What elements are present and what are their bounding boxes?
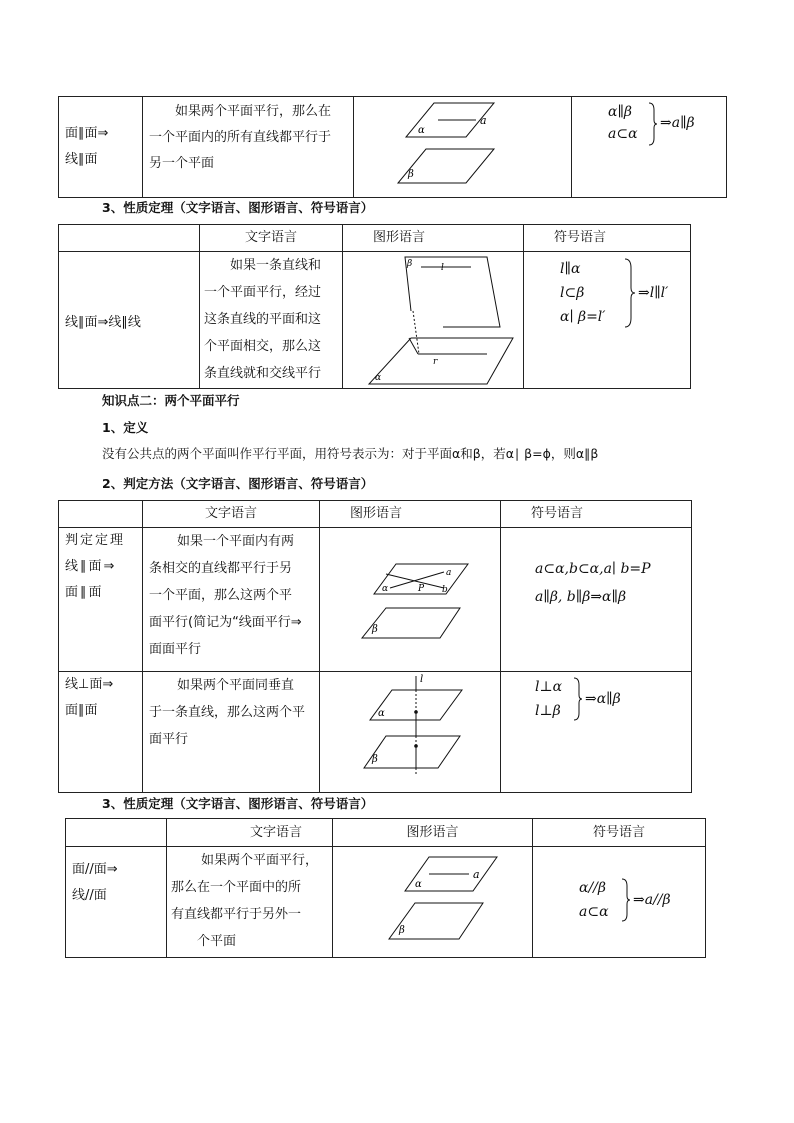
- symbol-language-cell-2: l⊥α l⊥β ⇒α∥β: [501, 672, 692, 793]
- theorem-name: 面∥面⇒ 线∥面: [59, 97, 143, 198]
- label-l: l: [441, 263, 444, 273]
- def-text: 没有公共点的两个平面叫作平行平面，用符号表示为：对于平面α和β，若α∣ β=ϕ，则α∥β: [102, 446, 599, 461]
- header-text: 文字语言: [143, 501, 320, 528]
- text-language-cell: 如果两个平面平行， 那么在一个平面中的所 有直线都平行于另外一 个平面: [167, 847, 333, 958]
- header-symbol: 符号语言: [501, 501, 692, 528]
- table-judge-face-face: [58, 500, 692, 793]
- parallel-planes-figure: [354, 97, 572, 197]
- def-title: 1、定义: [102, 420, 149, 435]
- table-line-face-line-line: [58, 224, 691, 389]
- header-figure: 图形语言: [343, 225, 524, 252]
- kp2-title: 知识点二：两个平面平行: [102, 393, 240, 408]
- label-alpha: α: [382, 584, 389, 594]
- brace-icon: [621, 878, 631, 922]
- symbol-language-cell: α//β a⊂α ⇒a//β: [533, 847, 706, 958]
- symbol-language-cell: l∥α l⊂β α∣ β=l′ ⇒l∥l′: [524, 252, 691, 389]
- text-language-cell: 如果两个平面平行，那么在 一个平面内的所有直线都平行于 另一个平面: [143, 97, 354, 198]
- label-alpha: α: [375, 373, 382, 383]
- header-symbol: 符号语言: [533, 819, 706, 847]
- label-beta: β: [372, 754, 378, 765]
- label-beta: β: [399, 925, 405, 936]
- label-b: b: [442, 585, 448, 595]
- brace-icon: [573, 677, 583, 721]
- symbol-language-cell: α∥β a⊂α ⇒a∥β: [572, 97, 727, 198]
- label-P: P: [418, 584, 425, 594]
- brace-icon: [648, 102, 658, 146]
- figure-cell: [354, 97, 572, 198]
- theorem-name: 面//面⇒ 线//面: [66, 847, 167, 958]
- theorem-name-2: 线⊥面⇒ 面∥面: [59, 672, 143, 793]
- symbol-language-cell: a⊂α,b⊂α,a∣ b=P a∥β, b∥β⇒α∥β: [501, 528, 692, 672]
- line-plane-figure: [343, 252, 524, 388]
- header-text: 文字语言: [200, 225, 343, 252]
- figure-cell: [333, 847, 533, 958]
- header-figure: 图形语言: [333, 819, 533, 847]
- label-alpha: α: [378, 708, 385, 719]
- figure-cell: [320, 528, 501, 672]
- header-figure: 图形语言: [320, 501, 501, 528]
- label-a: a: [473, 868, 480, 881]
- label-l: l: [420, 674, 424, 685]
- label-alpha: α: [418, 125, 425, 136]
- label-a: a: [446, 568, 452, 578]
- figure-cell: [343, 252, 524, 389]
- header-text: 文字语言: [167, 819, 333, 847]
- figure-cell-2: [320, 672, 501, 793]
- section-title-property-b: 3、性质定理（文字语言、图形语言、符号语言）: [102, 796, 374, 811]
- theorem-name: 判定定理 线∥面⇒ 面∥面: [59, 528, 143, 672]
- text-language-cell: 如果一个平面内有两 条相交的直线都平行于另 一个平面，那么这两个平 面平行(简记为“线面平行⇒ 面面平行: [143, 528, 320, 672]
- section-title-property-a: 3、性质定理（文字语言、图形语言、符号语言）: [102, 200, 374, 215]
- perpendicular-line-figure: [320, 672, 501, 792]
- intersecting-lines-figure: [320, 528, 501, 671]
- header-symbol: 符号语言: [524, 225, 691, 252]
- parallel-planes-figure-2: [333, 847, 533, 957]
- theorem-name: 线∥面⇒线∥线: [59, 252, 200, 389]
- label-a: a: [480, 114, 487, 127]
- brace-icon: [624, 258, 636, 328]
- label-beta: β: [372, 624, 378, 635]
- label-r: r: [433, 357, 438, 367]
- table-property-face-face: [65, 818, 706, 958]
- label-alpha: α: [415, 879, 422, 890]
- judge-title: 2、判定方法（文字语言、图形语言、符号语言）: [102, 476, 374, 491]
- text-language-cell: 如果一条直线和 一个平面平行，经过 这条直线的平面和这 个平面相交，那么这 条直线就和交线平行: [200, 252, 343, 389]
- text-language-cell-2: 如果两个平面同垂直 于一条直线，那么这两个平 面平行: [143, 672, 320, 793]
- label-beta: β: [407, 259, 413, 269]
- label-beta: β: [408, 169, 414, 180]
- table-face-face-line-face: [58, 96, 727, 198]
